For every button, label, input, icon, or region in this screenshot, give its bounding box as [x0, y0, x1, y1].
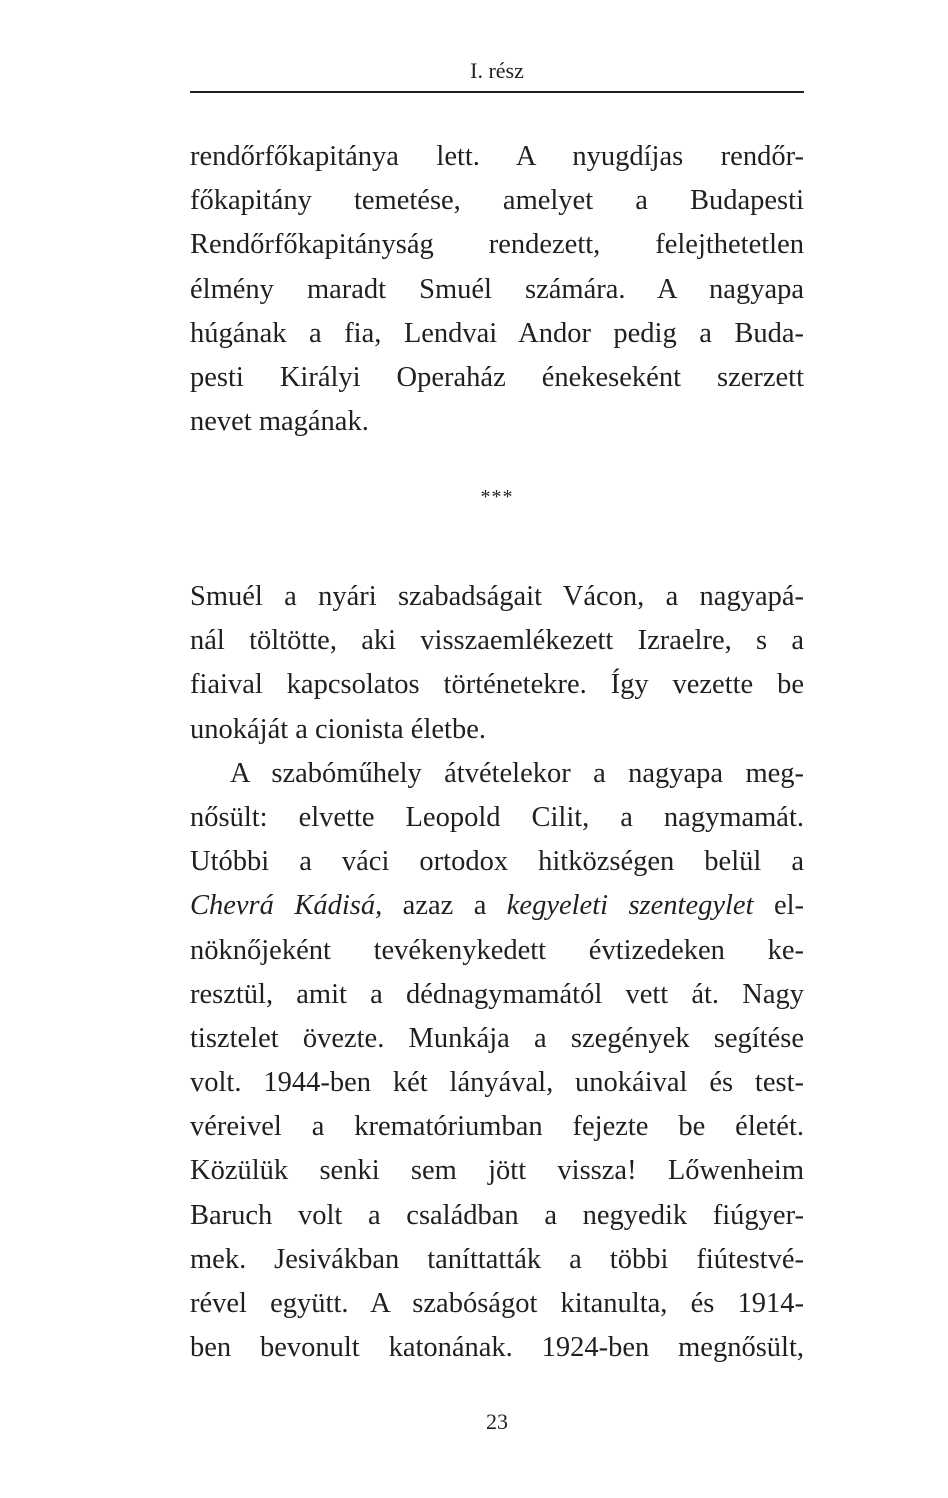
section-separator: ***: [480, 486, 514, 508]
text-block-new-section: [190, 575, 804, 1370]
italic-term: Chevrá Kádisá,: [190, 890, 383, 922]
text-line: Rendőrfőkapitányság rendezett, felejthetetlen: [190, 229, 804, 261]
text-fragment: azaz a: [382, 890, 507, 922]
running-head: I. rész: [470, 58, 524, 83]
text-line: rendőrfőkapitánya lett. A nyugdíjas rendőr-: [190, 141, 804, 172]
text-line: ben bevonult katonának. 1924-ben megnősült,: [190, 1332, 804, 1364]
text-line: tisztelet övezte. Munkája a szegények segítése: [190, 1022, 804, 1054]
text-line: élmény maradt Smuél számára. A nagyapa: [190, 273, 804, 305]
text-line: volt. 1944-ben két lányával, unokáival és test-: [190, 1067, 804, 1099]
page-number: 23: [486, 1409, 508, 1434]
header-rule: [190, 91, 804, 93]
paragraph-2: [190, 752, 804, 1371]
text-line: húgának a fia, Lendvai Andor pedig a Buda-: [190, 317, 804, 349]
text-line: unokáját a cionista életbe.: [190, 713, 486, 745]
text-line: rével együtt. A szabóságot kitanulta, és 1914-: [190, 1288, 804, 1319]
text-line: véreivel a krematóriumban fejezte be életét.: [190, 1111, 804, 1143]
text-line: nöknőjeként tevékenykedett évtizedeken ke-: [190, 934, 804, 966]
italic-term: kegyeleti szentegylet: [506, 890, 754, 922]
text-line: nevet magának.: [190, 406, 369, 438]
text-line: Baruch volt a családban a negyedik fiúgyer-: [190, 1199, 804, 1231]
text-line: nál töltötte, aki visszaemlékezett Izraelre, s a: [190, 625, 804, 657]
text-line: A szabóműhely átvételekor a nagyapa meg-: [230, 757, 804, 789]
text-line: Utóbbi a váci ortodox hitközségen belül a: [190, 846, 804, 878]
text-line: főkapitány temetése, amelyet a Budapesti: [190, 185, 804, 217]
text-line: resztül, amit a dédnagymamától vett át. Nagy: [190, 978, 804, 1010]
text-line: Smuél a nyári szabadságait Vácon, a nagyapá-: [190, 581, 804, 612]
text-line: Közülük senki sem jött vissza! Lőwenheim: [190, 1155, 804, 1187]
paragraph-continued: [190, 135, 804, 444]
text-fragment: el-: [753, 890, 805, 922]
text-block-continued: [190, 135, 804, 444]
text-line-mixed: [190, 884, 804, 928]
paragraph-1: [190, 575, 804, 752]
text-line: mek. Jesivákban taníttatták a többi fiútestvé-: [190, 1243, 804, 1275]
text-line: fiaival kapcsolatos történetekre. Így vezette be: [190, 669, 804, 701]
text-line: nősült: elvette Leopold Cilit, a nagymamát.: [190, 801, 804, 833]
text-line: pesti Királyi Operaház énekeseként szerzett: [190, 361, 804, 393]
